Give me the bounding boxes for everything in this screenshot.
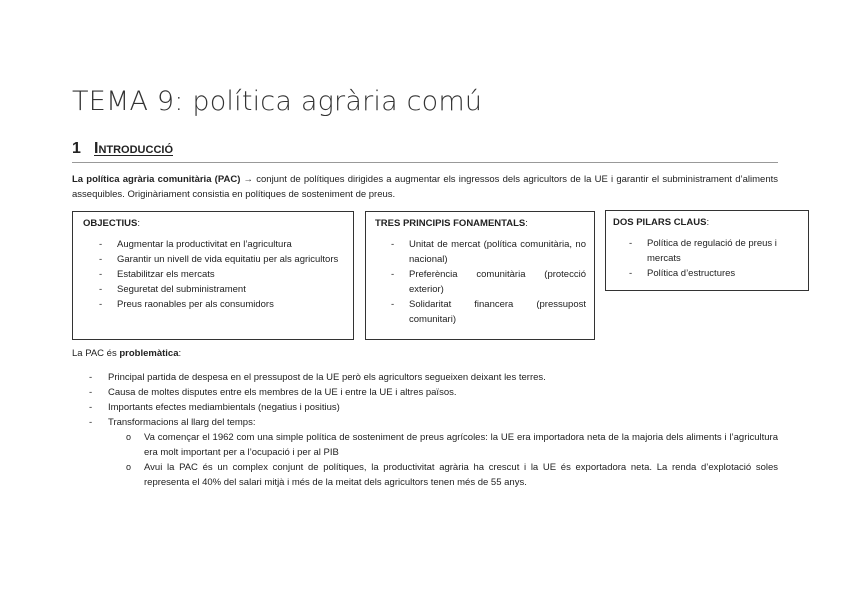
- pillars-list: [613, 236, 798, 281]
- pac-heading-prefix: La PAC és: [72, 348, 120, 359]
- intro-paragraph: [72, 172, 778, 202]
- objectives-title-colon: :: [137, 218, 141, 229]
- list-item: - Estabilitzar els mercats: [83, 267, 345, 282]
- pillars-title-colon: :: [706, 217, 710, 228]
- list-item: - Política d’estructures: [613, 266, 798, 281]
- intro-definition: → conjunt de polítiques dirigides a augmentar els ingressos dels agricultors de la UE i garantir el subministrament d’aliments assequibles. Originàriament consistia en polítiques de sosteniment de preus.: [72, 174, 778, 200]
- principles-box: [365, 211, 595, 340]
- pac-heading-colon: :: [178, 348, 182, 359]
- list-item: [72, 415, 778, 490]
- list-item: - Principal partida de despesa en el pressupost de la UE però els agricultors segueixen deixant les terres.: [72, 370, 778, 385]
- section-heading: [72, 140, 778, 163]
- pac-heading-bold: problemàtica: [119, 348, 179, 359]
- list-item: - Importants efectes mediambientals (negatius i positius): [72, 400, 778, 415]
- list-item: - Garantir un nivell de vida equitatiu per als agricultors: [83, 252, 345, 267]
- principles-list: [375, 237, 586, 327]
- list-item: - Augmentar la productivitat en l’agricultura: [83, 237, 345, 252]
- list-item: - Causa de moltes disputes entre els membres de la UE i entre la UE i altres països.: [72, 385, 778, 400]
- objectives-title: OBJECTIUS: [83, 218, 138, 229]
- list-item: - Solidaritat financera (pressupost comunitari): [375, 297, 586, 327]
- pac-heading: [72, 348, 181, 359]
- pac-problems-list: [72, 370, 778, 490]
- section-title: Introducció: [94, 140, 173, 157]
- intro-term: La política agrària comunitària (PAC): [72, 174, 241, 185]
- list-item: - Preferència comunitària (protecció exterior): [375, 267, 586, 297]
- objectives-box: [72, 211, 354, 340]
- list-item: - Política de regulació de preus i mercats: [613, 236, 798, 266]
- list-item-text: Transformacions al llarg del temps:: [108, 417, 256, 428]
- pillars-title: DOS PILARS CLAUS: [613, 217, 707, 228]
- document-title: TEMA 9: política agrària comú: [72, 86, 483, 117]
- principles-title-colon: :: [525, 218, 528, 229]
- section-number: 1: [72, 140, 81, 157]
- sub-list-item: o Avui la PAC és un complex conjunt de polítiques, la productivitat agrària ha crescut i la UE és exportadora neta. La renda d’explotació soles representa el 40% del salari mitjà i més de la meitat dels agricultors tenen més de 55 anys.: [108, 460, 778, 490]
- pillars-box: [605, 210, 809, 291]
- principles-title: TRES PRINCIPIS FONAMENTALS: [375, 218, 526, 229]
- transformations-sublist: [108, 430, 778, 490]
- objectives-list: [83, 237, 345, 312]
- list-item: - Unitat de mercat (política comunitària, no nacional): [375, 237, 586, 267]
- list-item: - Seguretat del subministrament: [83, 282, 345, 297]
- sub-list-item: o Va començar el 1962 com una simple política de sosteniment de preus agrícoles: la UE era importadora neta de la majoria dels aliments i l’agricultura era molt important per a l’ocupació i per al PIB: [108, 430, 778, 460]
- list-item: - Preus raonables per als consumidors: [83, 297, 345, 312]
